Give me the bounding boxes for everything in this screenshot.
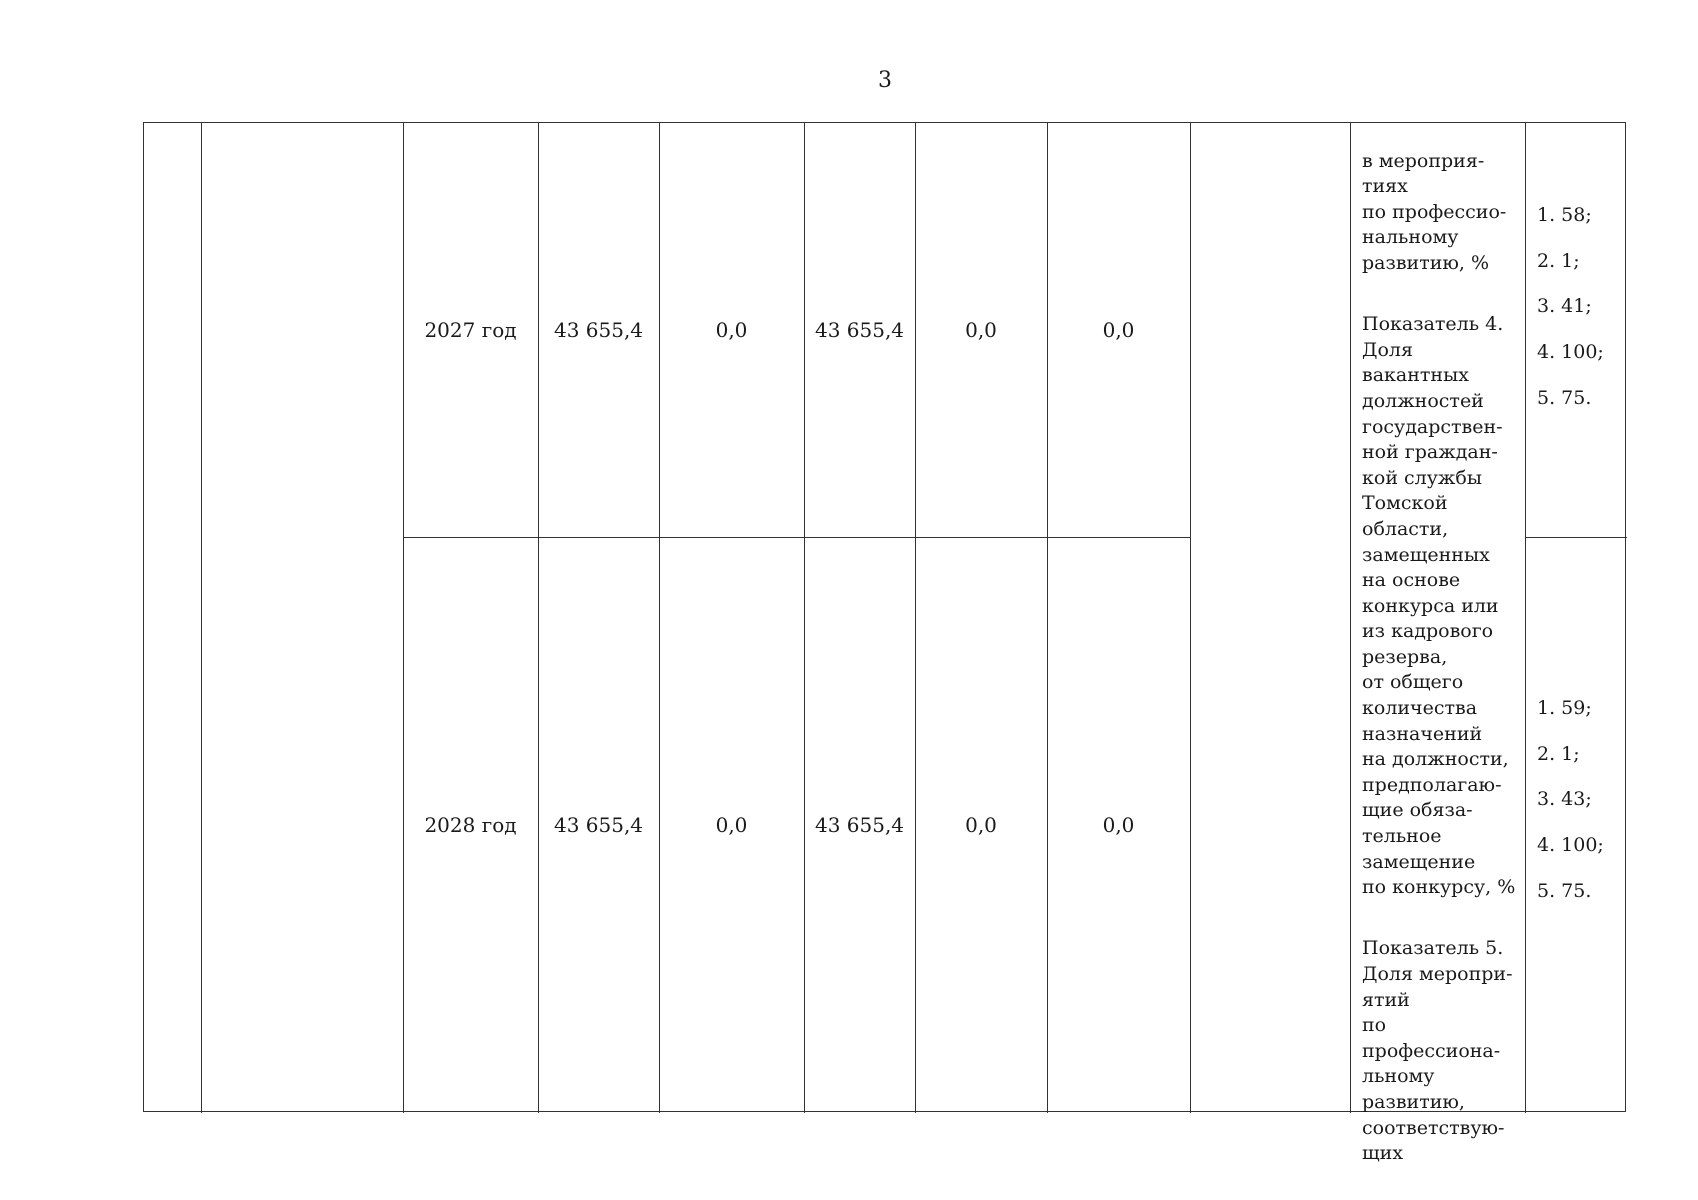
page-number: 3 — [878, 68, 892, 93]
value-cell: 0,0 — [965, 318, 997, 342]
row-divider — [1525, 537, 1627, 538]
column-divider — [201, 123, 202, 1113]
target-value: 4. 100; — [1537, 341, 1604, 364]
indicator-4: Показатель 4. Доля вакантных должностей государствен- ной граждан- кой службы Томской области, замещенных на основе конкурса или из кадрового резерва, от общего количества назначений на должности, предполагаю- щие обяза- тельное замещение по конкурсу, % — [1362, 313, 1516, 899]
value-cell: 0,0 — [1102, 318, 1135, 342]
value-cell: 43 655,4 — [814, 318, 905, 342]
indicator-5: Показатель 5. Доля меропри- ятий по профессиона- льному развитию, соответствую- щих — [1362, 937, 1513, 1165]
budget-table — [143, 122, 1626, 1165]
indicator-description — [1362, 123, 1527, 1192]
target-value: 3. 41; — [1537, 295, 1592, 318]
target-value: 4. 100; — [1537, 834, 1604, 857]
target-value: 5. 75. — [1537, 386, 1592, 409]
value-cell: 43 655,4 — [814, 813, 905, 837]
year-cell: 2027 год — [424, 318, 517, 342]
value-cell: 0,0 — [965, 813, 997, 837]
target-value: 3. 43; — [1537, 788, 1592, 811]
total-cell: 43 655,4 — [553, 318, 644, 342]
target-value: 5. 75. — [1537, 879, 1592, 902]
target-value: 2. 1; — [1537, 249, 1580, 272]
target-values-2028 — [1537, 686, 1604, 915]
target-value: 1. 58; — [1537, 204, 1592, 226]
value-cell: 0,0 — [715, 813, 748, 837]
total-cell: 43 655,4 — [553, 813, 644, 837]
value-cell: 0,0 — [715, 318, 748, 342]
target-value: 2. 1; — [1537, 742, 1580, 765]
target-values-2027 — [1537, 193, 1604, 422]
column-divider — [1350, 123, 1351, 1113]
indicator-intro: в мероприя- тиях по профессио- нальному развитию, % — [1362, 149, 1507, 274]
year-cell: 2028 год — [424, 813, 517, 837]
value-cell: 0,0 — [1102, 813, 1135, 837]
column-divider — [1190, 123, 1191, 1113]
target-value: 1. 59; — [1537, 697, 1592, 719]
